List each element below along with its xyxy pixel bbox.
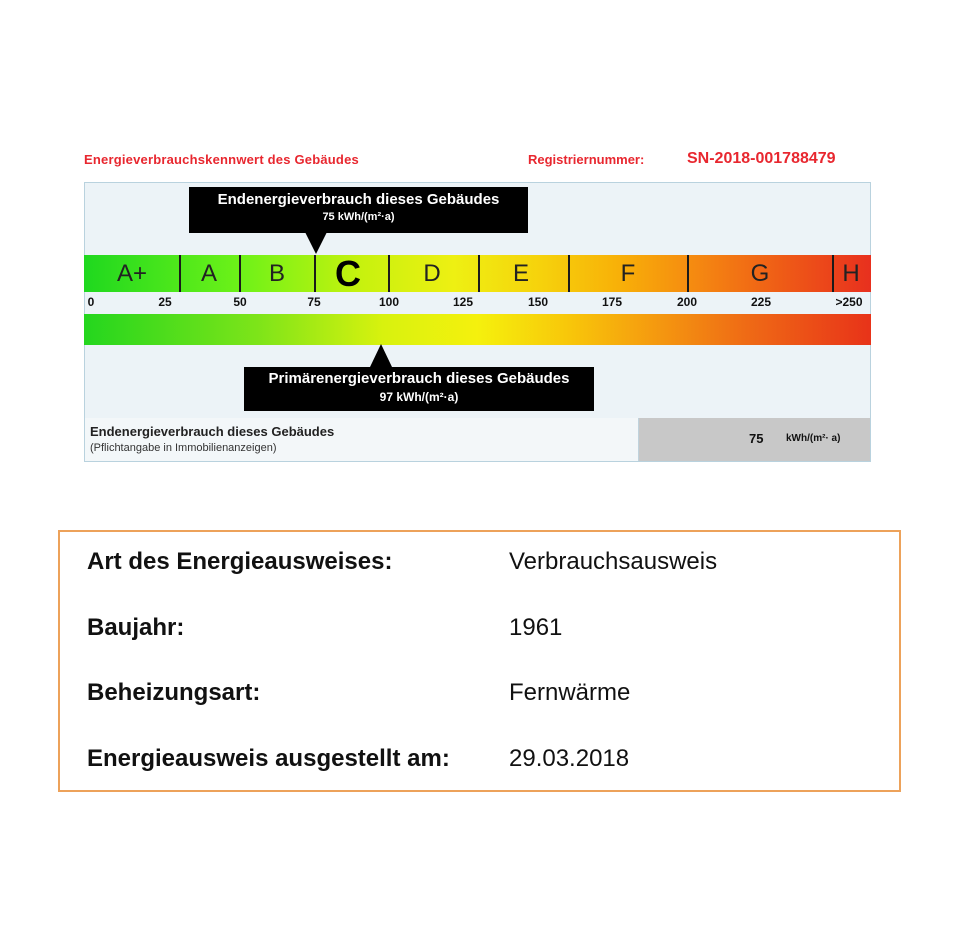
class-separator [239, 255, 241, 292]
final-energy-summary-note: (Pflichtangabe in Immobilienanzeigen) [90, 442, 277, 454]
registration-number: SN-2018-001788479 [687, 150, 836, 167]
final-energy-summary-label: Endenergieverbrauch dieses Gebäudes [90, 424, 335, 439]
final-energy-summary-unit: kWh/(m²· a) [786, 433, 841, 444]
info-label-certificate-type: Art des Energieausweises: [87, 548, 393, 575]
primary-energy-callout-value: 97 kWh/(m²·a) [379, 390, 459, 404]
info-label-issue-date: Energieausweis ausgestellt am: [87, 745, 450, 772]
class-separator [179, 255, 181, 292]
class-label-a-plus: A+ [116, 260, 148, 287]
class-label-d: D [423, 260, 441, 287]
scale-tick: 100 [378, 295, 400, 309]
scale-tick: 75 [307, 295, 321, 309]
final-energy-summary-value: 75 [749, 431, 764, 446]
info-value-construction-year: 1961 [509, 614, 563, 641]
primary-energy-callout [244, 367, 594, 411]
info-label-construction-year: Baujahr: [87, 614, 185, 641]
primary-energy-bar [84, 314, 871, 345]
class-label-e: E [512, 260, 530, 287]
class-separator [388, 255, 390, 292]
class-label-a: A [200, 260, 218, 287]
primary-energy-pointer [370, 344, 392, 367]
class-label-h: H [842, 260, 860, 287]
class-separator [478, 255, 480, 292]
class-label-c-current: C [335, 253, 361, 294]
scale-tick: 150 [527, 295, 549, 309]
class-separator [832, 255, 834, 292]
class-separator [568, 255, 570, 292]
scale-tick: 50 [233, 295, 247, 309]
final-energy-callout-value: 75 kWh/(m²·a) [322, 211, 395, 223]
class-separator [314, 255, 316, 292]
scale-tick: 175 [601, 295, 623, 309]
final-energy-summary [85, 418, 639, 461]
info-label-heating-type: Beheizungsart: [87, 679, 261, 706]
scale-tick: 225 [750, 295, 772, 309]
class-separator [687, 255, 689, 292]
scale-tick: 125 [452, 295, 474, 309]
class-label-b: B [268, 260, 286, 287]
scale-tick: 0 [87, 295, 95, 309]
info-value-issue-date: 29.03.2018 [509, 745, 630, 772]
scale-tick: >250 [835, 295, 863, 309]
scale-tick: 25 [158, 295, 172, 309]
info-value-certificate-type: Verbrauchsausweis [509, 548, 718, 575]
final-energy-pointer [305, 232, 327, 254]
energy-label-title: Energieverbrauchskennwert des Gebäudes [84, 152, 359, 167]
scale-tick: 200 [676, 295, 698, 309]
efficiency-class-bar [84, 255, 871, 292]
registration-label: Registriernummer: [528, 152, 645, 167]
class-label-g: G [750, 260, 770, 287]
final-energy-callout [189, 187, 528, 233]
primary-energy-callout-title: Primärenergieverbrauch dieses Gebäudes [268, 370, 570, 387]
final-energy-callout-title: Endenergieverbrauch dieses Gebäudes [217, 191, 500, 208]
class-label-f: F [620, 260, 636, 287]
final-energy-summary-value-box [639, 418, 870, 461]
info-value-heating-type: Fernwärme [509, 679, 631, 706]
